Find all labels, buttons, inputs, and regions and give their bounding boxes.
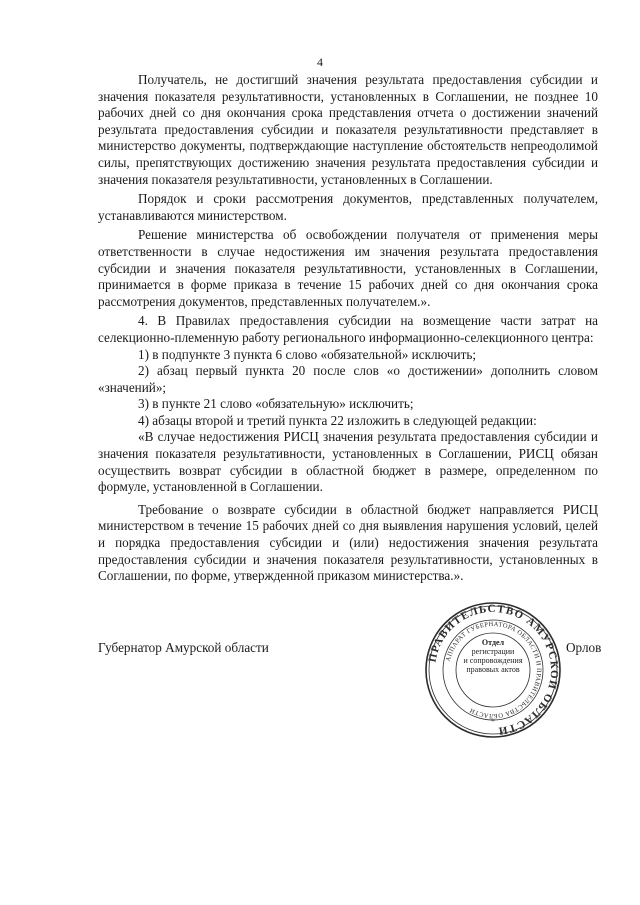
- signature-title: Губернатор Амурской области: [98, 640, 269, 655]
- paragraph-quoted-refund-demand: Требование о возврате субсидии в областной бюджет направляется РИСЦ министерством в течение 15 рабочих дней со дня выявления нарушения условий, целей и порядка предоставления субсидии и (или) недостижения значения результата предоставления субсидии и значения показателя результативности, установленных в Соглашении, по форме, утвержденной приказом министерства.».: [98, 501, 598, 584]
- seal-center-line-2: регистрации: [471, 647, 515, 656]
- official-seal: [423, 600, 563, 740]
- paragraph-subitem-1: 1) в подпункте 3 пункта 6 слово «обязательной» исключить;: [138, 346, 477, 362]
- seal-center-line-3: и сопровождения: [463, 656, 523, 665]
- paragraph-review-procedure: Порядок и сроки рассмотрения документов, представленных получателем, устанавливаются министерством.: [98, 191, 598, 223]
- paragraph-quoted-nonachievement: «В случае недостижения РИСЦ значения результата предоставления субсидии и значения показателя результативности, установленных в Соглашении, РИСЦ обязан осуществить возврат субсидии в областной бюджет в размере, определенном по формуле, установленной в Соглашении.: [98, 429, 598, 495]
- document-body: [98, 72, 598, 585]
- paragraph-subitem-3: 3) в пункте 21 слово «обязательную» исключить;: [138, 396, 414, 412]
- paragraph-item-4: 4. В Правилах предоставления субсидии на возмещение части затрат на селекционно-племенную работу регионального информационно-селекционного центра:: [98, 313, 598, 345]
- paragraph-exemption-decision: Решение министерства об освобождении получателя от применения меры ответственности в случае недостижения им значения результата предоставления субсидии и значения показателя результативности, установленных в Соглашении, принимается в форме приказа в течение 15 рабочих дней со дня окончания срока рассмотрения документов, представленных получателем.».: [98, 227, 598, 309]
- paragraph-subitem-4: 4) абзацы второй и третий пункта 22 изложить в следующей редакции:: [138, 412, 537, 428]
- seal-center-text: [458, 638, 528, 674]
- seal-inner-text: АППАРАТ ГУБЕРНАТОРА ОБЛАСТИ И ПРАВИТЕЛЬСТВА ОБЛАСТИ: [444, 620, 543, 720]
- svg-text:*: *: [491, 717, 495, 726]
- signatory-name: Орлов: [566, 640, 602, 655]
- seal-center-line-4: правовых актов: [466, 665, 520, 674]
- paragraph-recipient-documents: Получатель, не достигший значения результата предоставления субсидии и значения показателя результативности, установленных в Соглашении, не позднее 10 рабочих дней со дня окончания срока представления отчета о достижении значений результата предоставления субсидии и показателя результативности представляет в министерство документы, подтверждающие наступление обстоятельств непреодолимой силы, препятствующих достижению значения результата предоставления субсидии и значения показателя результативности, установленных в Соглашении.: [98, 72, 598, 187]
- paragraph-subitem-2: 2) абзац первый пункта 20 после слов «о достижении» дополнить словом «значений»;: [98, 363, 598, 395]
- page-number: 4: [317, 55, 323, 69]
- seal-outer-text: ПРАВИТЕЛЬСТВО АМУРСКОЙ ОБЛАСТИ: [426, 602, 561, 737]
- seal-center-line-1: Отдел: [481, 638, 505, 647]
